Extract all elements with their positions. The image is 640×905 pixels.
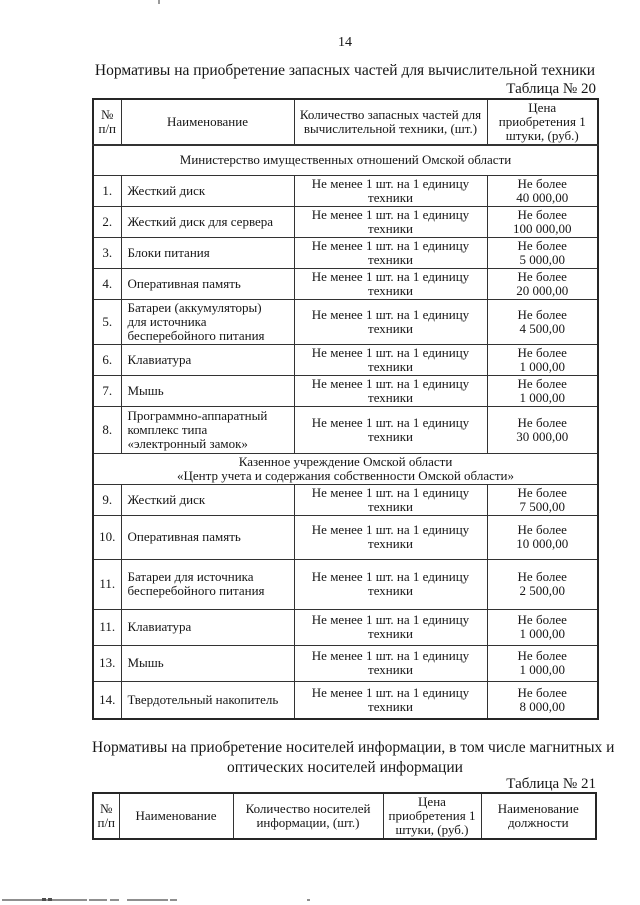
- item-name: Мышь: [121, 375, 294, 406]
- table-row: [93, 609, 598, 645]
- scan-artifact-bottom-line: [127, 899, 168, 901]
- item-quantity: Не менее 1 шт. на 1 единицу техники: [294, 268, 487, 299]
- table-row: [93, 645, 598, 681]
- header-price: Цена приобретения 1 штуки, (руб.): [487, 99, 598, 145]
- row-number: 9.: [93, 484, 121, 515]
- item-quantity: Не менее 1 шт. на 1 единицу техники: [294, 406, 487, 453]
- item-name: Клавиатура: [121, 609, 294, 645]
- scan-artifact-bottom-line: [307, 899, 310, 901]
- row-number: 11.: [93, 559, 121, 609]
- row-number: 3.: [93, 237, 121, 268]
- row-number: 10.: [93, 515, 121, 559]
- document-page-content: [92, 0, 615, 840]
- item-quantity: Не менее 1 шт. на 1 единицу техники: [294, 175, 487, 206]
- item-quantity: Не менее 1 шт. на 1 единицу техники: [294, 645, 487, 681]
- item-name: Жесткий диск: [121, 175, 294, 206]
- scan-artifact-bottom-line: [170, 899, 177, 901]
- row-number: 1.: [93, 175, 121, 206]
- spare-parts-title: Нормативы на приобретение запасных частей для вычислительной техники: [94, 62, 596, 79]
- scan-artifact-bottom-line: [110, 899, 119, 901]
- row-number: 6.: [93, 344, 121, 375]
- spare-parts-table: [92, 98, 599, 720]
- item-price: Не более 10 000,00: [487, 515, 598, 559]
- item-quantity: Не менее 1 шт. на 1 единицу техники: [294, 206, 487, 237]
- item-name: Оперативная память: [121, 268, 294, 299]
- header-name: Наименование: [119, 793, 233, 839]
- group-header-row-institution: [93, 453, 598, 484]
- row-number: 14.: [93, 681, 121, 719]
- item-name: Батареи для источника бесперебойного питания: [121, 559, 294, 609]
- item-price: Не более 2 500,00: [487, 559, 598, 609]
- item-price: Не более 20 000,00: [487, 268, 598, 299]
- item-price: Не более 5 000,00: [487, 237, 598, 268]
- item-quantity: Не менее 1 шт. на 1 единицу техники: [294, 344, 487, 375]
- item-price: Не более 1 000,00: [487, 609, 598, 645]
- item-quantity: Не менее 1 шт. на 1 единицу техники: [294, 484, 487, 515]
- header-position: Наименование должности: [481, 793, 596, 839]
- header-price: Цена приобретения 1 штуки, (руб.): [383, 793, 481, 839]
- row-number: 5.: [93, 299, 121, 344]
- group-header-institution: Казенное учреждение Омской области «Центр учета и содержания собственности Омской области»: [93, 453, 598, 484]
- item-price: Не более 40 000,00: [487, 175, 598, 206]
- row-number: 7.: [93, 375, 121, 406]
- item-name: Оперативная память: [121, 515, 294, 559]
- item-quantity: Не менее 1 шт. на 1 единицу техники: [294, 559, 487, 609]
- row-number: 13.: [93, 645, 121, 681]
- table21-header-row: [93, 793, 596, 839]
- table-row: [93, 406, 598, 453]
- group-header-ministry: Министерство имущественных отношений Омской области: [93, 145, 598, 175]
- page-number: 14: [338, 35, 352, 50]
- item-name: Жесткий диск: [121, 484, 294, 515]
- item-name: Батареи (аккумуляторы) для источника бесперебойного питания: [121, 299, 294, 344]
- group-header-row-ministry: [93, 145, 598, 175]
- header-qty: Количество носителей информации, (шт.): [233, 793, 383, 839]
- item-price: Не более 8 000,00: [487, 681, 598, 719]
- table-row: [93, 268, 598, 299]
- media-carriers-title: Нормативы на приобретение носителей информации, в том числе магнитных и оптических носителей информации: [92, 739, 615, 776]
- table-row: [93, 375, 598, 406]
- table-row: [93, 299, 598, 344]
- item-quantity: Не менее 1 шт. на 1 единицу техники: [294, 375, 487, 406]
- item-price: Не более 30 000,00: [487, 406, 598, 453]
- media-carriers-table: [92, 792, 597, 840]
- item-name: Клавиатура: [121, 344, 294, 375]
- table-row: [93, 484, 598, 515]
- table20-label: Таблица № 20: [506, 81, 596, 97]
- item-quantity: Не менее 1 шт. на 1 единицу техники: [294, 609, 487, 645]
- scan-artifact-bottom-line: [89, 899, 107, 901]
- scan-artifact-bottom-dot: [42, 898, 46, 901]
- row-number: 2.: [93, 206, 121, 237]
- table21-label: Таблица № 21: [506, 776, 596, 792]
- table-row: [93, 515, 598, 559]
- item-price: Не более 4 500,00: [487, 299, 598, 344]
- item-price: Не более 1 000,00: [487, 645, 598, 681]
- header-num: № п/п: [93, 99, 121, 145]
- row-number: 11.: [93, 609, 121, 645]
- item-quantity: Не менее 1 шт. на 1 единицу техники: [294, 299, 487, 344]
- item-price: Не более 7 500,00: [487, 484, 598, 515]
- item-quantity: Не менее 1 шт. на 1 единицу техники: [294, 515, 487, 559]
- item-quantity: Не менее 1 шт. на 1 единицу техники: [294, 237, 487, 268]
- table-row: [93, 559, 598, 609]
- item-price: Не более 100 000,00: [487, 206, 598, 237]
- table-row: [93, 344, 598, 375]
- table-row: [93, 237, 598, 268]
- item-name: Твердотельный накопитель: [121, 681, 294, 719]
- header-num: № п/п: [93, 793, 119, 839]
- row-number: 8.: [93, 406, 121, 453]
- item-name: Жесткий диск для сервера: [121, 206, 294, 237]
- table20-header-row: [93, 99, 598, 145]
- item-price: Не более 1 000,00: [487, 375, 598, 406]
- item-name: Мышь: [121, 645, 294, 681]
- item-quantity: Не менее 1 шт. на 1 единицу техники: [294, 681, 487, 719]
- row-number: 4.: [93, 268, 121, 299]
- header-name: Наименование: [121, 99, 294, 145]
- table-row: [93, 206, 598, 237]
- item-price: Не более 1 000,00: [487, 344, 598, 375]
- header-qty: Количество запасных частей для вычислительной техники, (шт.): [294, 99, 487, 145]
- item-name: Блоки питания: [121, 237, 294, 268]
- item-name: Программно-аппаратный комплекс типа «электронный замок»: [121, 406, 294, 453]
- scan-artifact-bottom-dot: [48, 898, 52, 901]
- table-row: [93, 175, 598, 206]
- table-row: [93, 681, 598, 719]
